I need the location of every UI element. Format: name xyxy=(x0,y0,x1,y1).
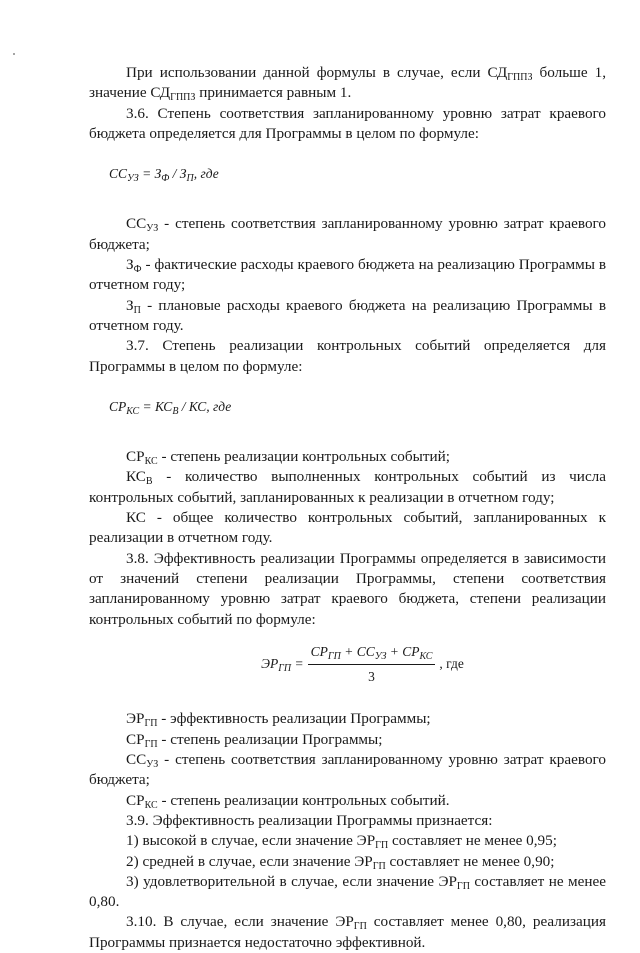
definition-ks-v: $КС_В$ - количество выполненных контрольных событий из числа контрольных событий, запланированных к реализации в отчетном году; xyxy=(89,468,606,506)
definition-er-gp: $ЭР_{ГП}$ - эффективность реализации Программы; xyxy=(126,710,431,730)
definition-sr-ks-2: $СР_{КС}$ - степень реализации контрольных событий. xyxy=(126,791,450,811)
paragraph-3-6: 3.6. Степень соответствия запланированному уровню затрат краевого бюджета определяется для Программы в целом по формуле: xyxy=(89,104,606,142)
formula-lhs: $ЭР_{ГП}$ = xyxy=(261,656,304,675)
fraction-denominator: 3 xyxy=(368,669,375,685)
formula-tail: , где xyxy=(439,656,464,672)
list-item-medium: 2) средней в случае, если значение $ЭР_{ГП}$ составляет не менее 0,90; xyxy=(126,852,555,872)
definition-ks: КС - общее количество контрольных событий, запланированных к реализации в отчетном году. xyxy=(89,509,606,547)
definition-ss-uz-2: $СС_{УЗ}$ - степень соответствия запланированному уровню затрат краевого бюджета; xyxy=(89,751,606,789)
fraction xyxy=(308,642,436,688)
document-body xyxy=(89,63,606,953)
list-item-high: 1) высокой в случае, если значение $ЭР_{ГП}$ составляет не менее 0,95; xyxy=(126,832,557,852)
paragraph-3-9: 3.9. Эффективность реализации Программы признается: xyxy=(126,811,493,829)
paragraph-3-7: 3.7. Степень реализации контрольных событий определяется для Программы в целом по формуле: xyxy=(89,337,606,375)
definition-sr-gp: $СР_{ГП}$ - степень реализации Программы; xyxy=(126,730,383,750)
scan-speck xyxy=(13,53,15,55)
formula-er-gp xyxy=(89,642,606,688)
paragraph: При использовании данной формулы в случае, если $СД_{ГППЗ}$ больше 1, значение $СД_{ГППЗ}$ принимается равным 1. xyxy=(89,64,606,104)
definition-z-f: $З_Ф$ - фактические расходы краевого бюджета на реализацию Программы в отчетном году; xyxy=(89,256,606,294)
paragraph-3-10: 3.10. В случае, если значение $ЭР_{ГП}$ составляет менее 0,80, реализация Программы признается недостаточно эффективной. xyxy=(89,913,606,951)
paragraph-3-8: 3.8. Эффективность реализации Программы определяется в зависимости от значений степени реализации Программы, степени соответствия запланированному уровню затрат краевого бюджета, степени реализации контрольных событий по формуле: xyxy=(89,549,606,628)
definition-sr-ks: $СР_{КС}$ - степень реализации контрольных событий; xyxy=(126,448,450,468)
definition-ss-uz: $СС_{УЗ}$ - степень соответствия запланированному уровню затрат краевого бюджета; xyxy=(89,215,606,253)
fraction-numerator: $СР_{ГП} + СС_{УЗ} + СР_{КС}$ xyxy=(308,642,436,665)
formula-sr-ks: $СР_{КС} = КС_В$ / КС, где xyxy=(109,398,232,417)
definition-z-p: $З_П$ - плановые расходы краевого бюджета на реализацию Программы в отчетном году. xyxy=(89,296,606,334)
list-item-satisfactory: 3) удовлетворительной в случае, если значение $ЭР_{ГП}$ составляет не менее 0,80. xyxy=(89,872,606,911)
formula-ss-uz: $СС_{УЗ} = З_Ф / З_П$, где xyxy=(109,166,219,185)
